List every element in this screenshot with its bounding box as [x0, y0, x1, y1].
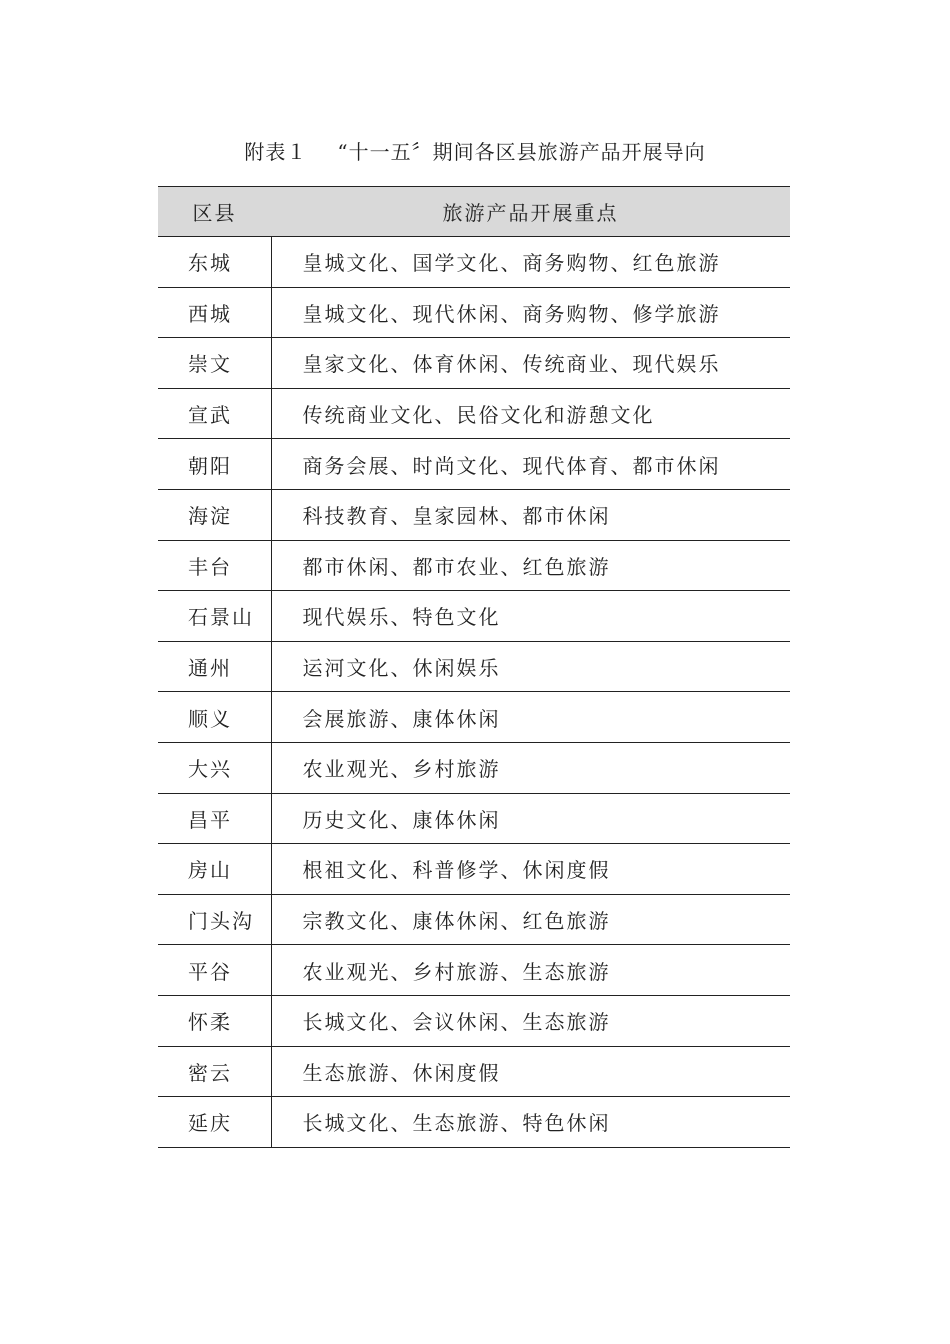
- table-row: [158, 1097, 790, 1148]
- header-district: 区县: [158, 187, 271, 237]
- table-row: [158, 540, 790, 591]
- focus-cell: 农业观光、乡村旅游、生态旅游: [271, 945, 790, 996]
- table-row: [158, 894, 790, 945]
- table-header-row: [158, 187, 790, 237]
- focus-cell: 会展旅游、康体休闲: [271, 692, 790, 743]
- district-cell: 西城: [158, 287, 271, 338]
- table-row: [158, 489, 790, 540]
- table-row: [158, 995, 790, 1046]
- district-cell: 海淀: [158, 489, 271, 540]
- district-cell: 门头沟: [158, 894, 271, 945]
- caption-title: “十一五〞期间各区县旅游产品开展导向: [337, 140, 706, 164]
- table-row: [158, 945, 790, 996]
- table-row: [158, 338, 790, 389]
- district-cell: 崇文: [158, 338, 271, 389]
- focus-cell: 历史文化、康体休闲: [271, 793, 790, 844]
- focus-cell: 生态旅游、休闲度假: [271, 1046, 790, 1097]
- table-row: [158, 793, 790, 844]
- focus-cell: 皇城文化、现代休闲、商务购物、修学旅游: [271, 287, 790, 338]
- district-cell: 平谷: [158, 945, 271, 996]
- district-cell: 石景山: [158, 591, 271, 642]
- table-row: [158, 641, 790, 692]
- focus-cell: 宗教文化、康体休闲、红色旅游: [271, 894, 790, 945]
- table-row: [158, 692, 790, 743]
- table-caption: [0, 136, 950, 165]
- district-cell: 宣武: [158, 388, 271, 439]
- district-cell: 房山: [158, 844, 271, 895]
- focus-cell: 长城文化、生态旅游、特色休闲: [271, 1097, 790, 1148]
- table-row: [158, 439, 790, 490]
- focus-cell: 运河文化、休闲娱乐: [271, 641, 790, 692]
- caption-label: 附表１: [244, 140, 308, 164]
- table-row: [158, 1046, 790, 1097]
- district-tourism-table: [158, 186, 790, 1148]
- focus-cell: 皇城文化、国学文化、商务购物、红色旅游: [271, 237, 790, 288]
- district-cell: 大兴: [158, 742, 271, 793]
- district-cell: 通州: [158, 641, 271, 692]
- table-row: [158, 591, 790, 642]
- focus-cell: 科技教育、皇家园林、都市休闲: [271, 489, 790, 540]
- table-row: [158, 237, 790, 288]
- district-cell: 延庆: [158, 1097, 271, 1148]
- table-row: [158, 388, 790, 439]
- district-cell: 朝阳: [158, 439, 271, 490]
- header-focus: 旅游产品开展重点: [271, 187, 790, 237]
- district-cell: 密云: [158, 1046, 271, 1097]
- focus-cell: 皇家文化、体育休闲、传统商业、现代娱乐: [271, 338, 790, 389]
- district-cell: 昌平: [158, 793, 271, 844]
- district-cell: 丰台: [158, 540, 271, 591]
- focus-cell: 都市休闲、都市农业、红色旅游: [271, 540, 790, 591]
- table-row: [158, 287, 790, 338]
- focus-cell: 传统商业文化、民俗文化和游憩文化: [271, 388, 790, 439]
- table-row: [158, 844, 790, 895]
- focus-cell: 根祖文化、科普修学、休闲度假: [271, 844, 790, 895]
- focus-cell: 农业观光、乡村旅游: [271, 742, 790, 793]
- focus-cell: 现代娱乐、特色文化: [271, 591, 790, 642]
- table-row: [158, 742, 790, 793]
- district-cell: 东城: [158, 237, 271, 288]
- district-cell: 顺义: [158, 692, 271, 743]
- focus-cell: 商务会展、时尚文化、现代体育、都市休闲: [271, 439, 790, 490]
- focus-cell: 长城文化、会议休闲、生态旅游: [271, 995, 790, 1046]
- district-cell: 怀柔: [158, 995, 271, 1046]
